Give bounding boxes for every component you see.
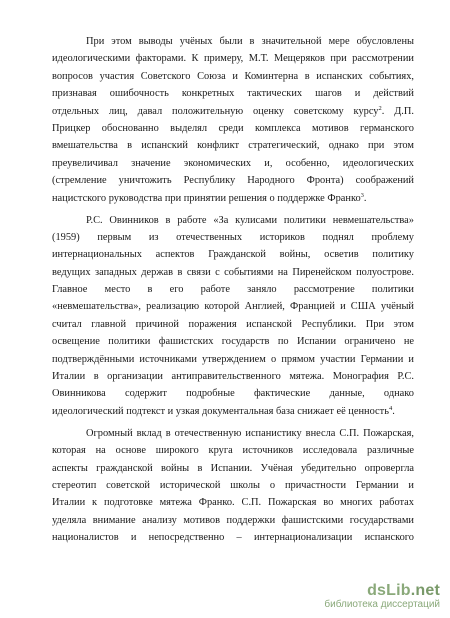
text-line: Огромный вклад в отечественную испанистику внесла С.П. Пожарская, — [86, 427, 414, 439]
text-fragment: отдельных лиц, давал положительную оценку советскому курсу — [52, 105, 379, 117]
text-line — [52, 403, 414, 420]
text-line: «невмешательства», реализацию которой Англией, Францией и США учёный — [52, 301, 414, 313]
text-line: вмешательства в испанский конфликт стратегический, однако при этом — [52, 140, 414, 152]
text-line: вопросов участия Советского Союза и Коминтерна в испанских событиях, — [52, 70, 414, 82]
text-line: националистов и непосредственно – интернационализации испанского — [52, 532, 414, 544]
text-line: признавая ошибочность конкретных тактических шагов и действий — [52, 88, 414, 100]
text-line — [52, 103, 414, 120]
footnote-marker: 2 — [378, 104, 382, 112]
text-line: При этом выводы учёных были в значительной мере обусловлены — [86, 36, 414, 47]
text-line: аспекты гражданской войны в Испании. Учёная убедительно опровергла — [52, 462, 414, 474]
watermark-logo-tld: .net — [410, 582, 440, 599]
text-line: идеологическими факторами. К примеру, М.Т. Мещеряков при рассмотрении — [52, 53, 414, 65]
text-line: преувеличивал значение экономических и, особенно, идеологических — [52, 157, 414, 169]
text-fragment: . Д.П. — [381, 105, 415, 117]
paragraph-2 — [52, 212, 414, 421]
text-line: считал главной причиной поражения испанской Республики. При этом — [52, 318, 414, 330]
watermark-logo — [324, 582, 440, 600]
watermark-subtitle: библиотека диссертаций — [324, 599, 440, 610]
text-line: Р.С. Овинников в работе «За кулисами политики невмешательства» — [86, 214, 414, 226]
text-line: Прицкер обоснованно выделял среди комплекса мотивов германского — [52, 122, 414, 134]
paragraph-3 — [52, 425, 414, 547]
text-line: освещение политики фашистских государств по Испании ограничено не — [52, 336, 414, 348]
text-fragment: нацистского руководства при принятии решения о поддержке Франко — [52, 192, 361, 204]
text-fragment: . — [363, 192, 367, 204]
watermark — [324, 582, 440, 610]
text-line: стереотип советской исторической школы о причастности Германии и — [52, 479, 414, 491]
text-line: интернациональных аспектов Гражданской войны, осветив политику — [52, 249, 414, 261]
text-line: Италии в организации антиправительственного мятежа. Монография Р.С. — [52, 371, 414, 383]
footnote-marker: 3 — [360, 191, 364, 199]
paragraph-1 — [52, 33, 414, 207]
text-line: уделяла внимание анализу мотивов поддержки фашистскими государствами — [52, 514, 414, 526]
text-line — [52, 190, 414, 207]
text-fragment: . — [392, 405, 395, 417]
watermark-logo-main: dsLib — [367, 582, 411, 599]
text-fragment: идеологический подтекст и узкая документальная база снижает её ценность — [52, 405, 389, 417]
text-line: ведущих западных держав в связи с событиями на Пиренейском полуострове. — [52, 266, 414, 278]
text-line: (1959) первым из отечественных историков поднял проблему — [52, 231, 414, 243]
text-line: (стремление уничтожить Республику Народного Фронта) соображений — [52, 175, 414, 187]
footnote-marker: 4 — [388, 404, 393, 412]
text-line: Овинникова содержит подробные фактические данные, однако — [52, 388, 414, 400]
text-line: Италии к подготовке мятежа Франко. С.П. Пожарская во многих работах — [52, 497, 414, 509]
text-line: которая на основе широкого круга источников исследовала различные — [52, 445, 414, 457]
text-line: подтверждёнными источниками утверждением о прямом участии Германии и — [52, 353, 414, 365]
document-body — [52, 33, 414, 551]
text-line: Главное место в его работе заняло рассмотрение политики — [52, 284, 414, 296]
